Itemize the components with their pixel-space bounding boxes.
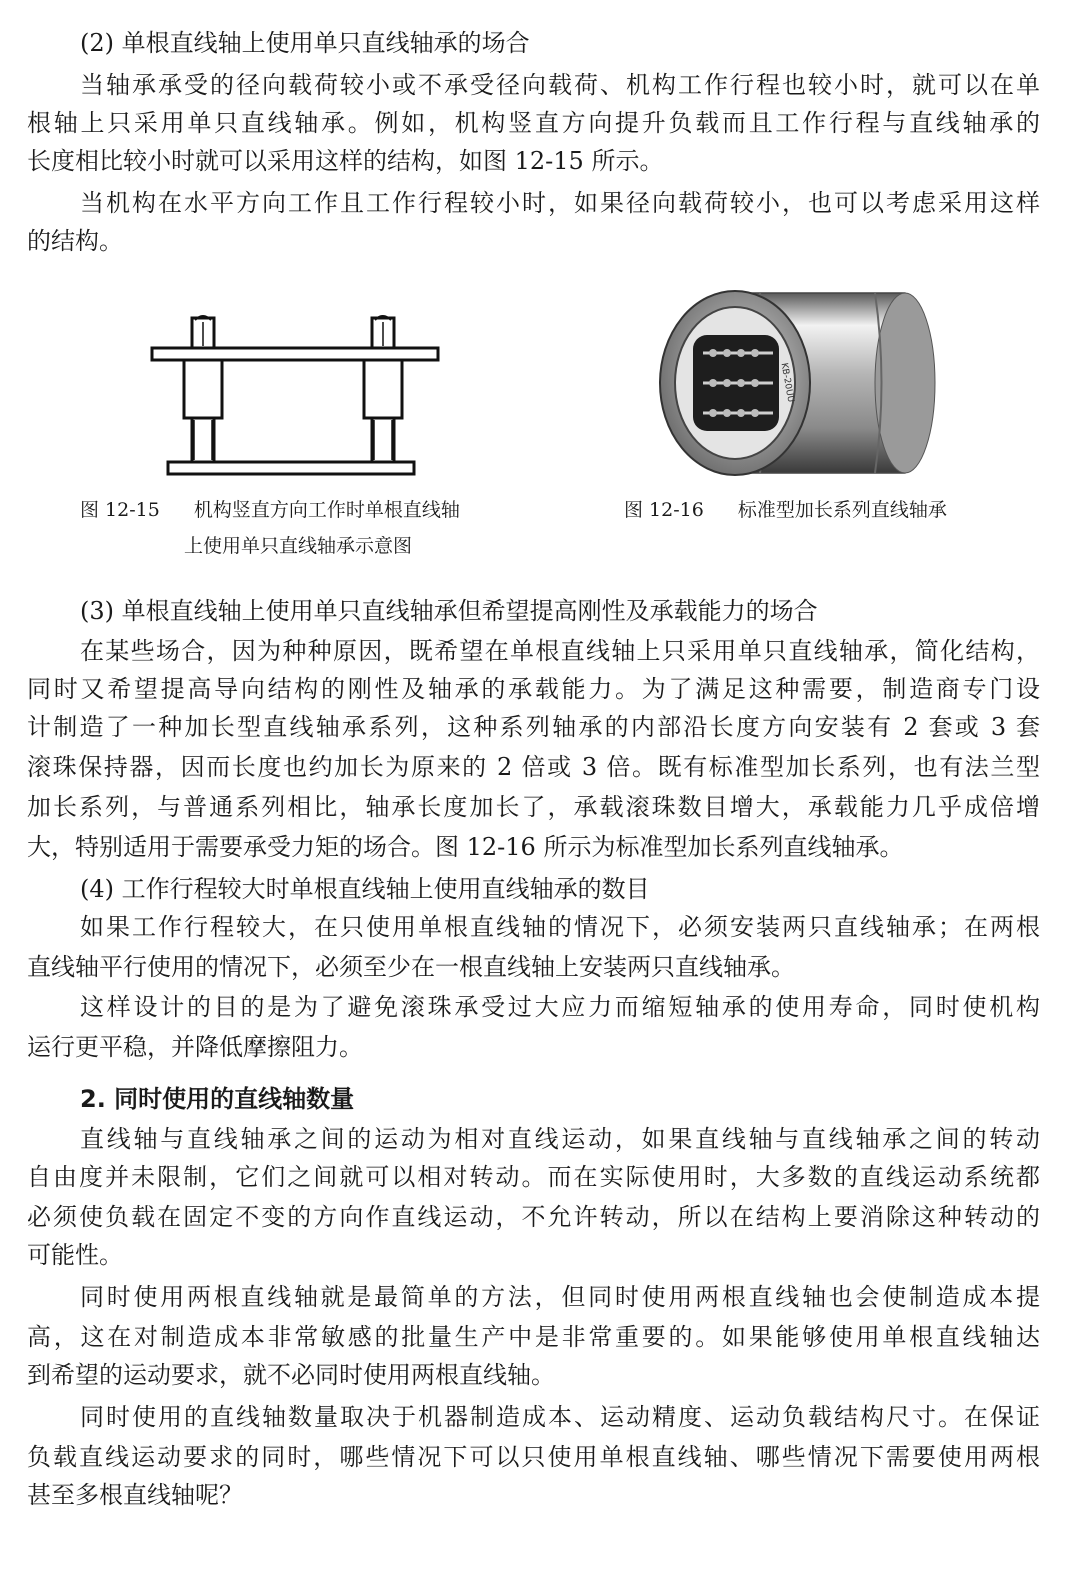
paragraph-line: 到希望的运动要求，就不必同时使用两根直线轴。: [27, 1361, 555, 1389]
paragraph-line: 同时使用的直线轴数量取决于机器制造成本、运动精度、运动负载结构尺寸。在保证: [80, 1403, 1040, 1431]
paragraph-line: 负载直线运动要求的同时，哪些情况下可以只使用单根直线轴、哪些情况下需要使用两根: [27, 1443, 1040, 1471]
figure-12-16-bearing-illustration: [655, 283, 945, 483]
paragraph-line: 计制造了一种加长型直线轴承系列，这种系列轴承的内部沿长度方向安装有 2 套或 3 套: [27, 713, 1040, 741]
section-2-title: (2) 单根直线轴上使用单只直线轴承的场合: [80, 29, 530, 57]
paragraph-line: 必须使负载在固定不变的方向作直线运动，不允许转动，所以在结构上要消除这种转动的: [27, 1203, 1040, 1231]
paragraph-line: 加长系列，与普通系列相比，轴承长度加长了，承载滚珠数目增大，承载能力几乎成倍增: [27, 793, 1040, 821]
paragraph-line: 当轴承承受的径向载荷较小或不承受径向载荷、机构工作行程也较小时，就可以在单: [80, 71, 1040, 99]
paragraph-line: 自由度并未限制，它们之间就可以相对转动。而在实际使用时，大多数的直线运动系统都: [27, 1163, 1040, 1191]
figure-number: 图 12-15: [80, 499, 160, 521]
paragraph-line: 直线轴平行使用的情况下，必须至少在一根直线轴上安装两只直线轴承。: [27, 953, 795, 981]
figure-caption-text: 机构竖直方向工作时单根直线轴: [193, 499, 460, 521]
paragraph-line: 这样设计的目的是为了避免滚珠承受过大应力而缩短轴承的使用寿命，同时使机构: [80, 993, 1040, 1021]
paragraph-line: 同时又希望提高导向结构的刚性及轴承的承载能力。为了满足这种需要，制造商专门设: [27, 675, 1040, 703]
paragraph-line: 甚至多根直线轴呢？: [27, 1481, 243, 1509]
section-4-title: (4) 工作行程较大时单根直线轴上使用直线轴承的数目: [80, 875, 650, 903]
paragraph-line: 的结构。: [27, 227, 123, 255]
paragraph-line: 同时使用两根直线轴就是最简单的方法，但同时使用两根直线轴也会使制造成本提: [80, 1283, 1040, 1311]
paragraph-line: 直线轴与直线轴承之间的运动为相对直线运动，如果直线轴与直线轴承之间的转动: [80, 1125, 1040, 1153]
paragraph-line: 高，这在对制造成本非常敏感的批量生产中是非常重要的。如果能够使用单根直线轴达: [27, 1323, 1040, 1351]
section-3-title: (3) 单根直线轴上使用单只直线轴承但希望提高刚性及承载能力的场合: [80, 597, 818, 625]
figure-caption-text: 标准型加长系列直线轴承: [737, 499, 947, 521]
figure-number: 图 12-16: [624, 499, 704, 521]
paragraph-line: 在某些场合，因为种种原因，既希望在单根直线轴上只采用单只直线轴承，简化结构，: [80, 637, 1040, 665]
heading-2-title: 2. 同时使用的直线轴数量: [80, 1085, 355, 1113]
figure-12-15-caption-line2: 上使用单只直线轴承示意图: [184, 535, 413, 557]
paragraph-line: 运行更平稳，并降低摩擦阻力。: [27, 1033, 363, 1061]
paragraph-line: 根轴上只采用单只直线轴承。例如，机构竖直方向提升负载而且工作行程与直线轴承的: [27, 109, 1040, 137]
paragraph-line: 大，特别适用于需要承受力矩的场合。图 12-16 所示为标准型加长系列直线轴承。: [27, 833, 904, 861]
paragraph-line: 如果工作行程较大，在只使用单根直线轴的情况下，必须安装两只直线轴承；在两根: [80, 913, 1040, 941]
paragraph-line: 长度相比较小时就可以采用这样的结构，如图 12-15 所示。: [27, 147, 664, 175]
figure-12-15-schematic: [140, 300, 440, 485]
paragraph-line: 滚珠保持器，因而长度也约加长为原来的 2 倍或 3 倍。既有标准型加长系列，也有法兰型: [27, 753, 1040, 781]
figure-12-15-caption: [80, 496, 460, 524]
bearing-marking-text: KB-20UU: [778, 362, 796, 404]
paragraph-line: 可能性。: [27, 1241, 123, 1269]
paragraph-line: 当机构在水平方向工作且工作行程较小时，如果径向载荷较小，也可以考虑采用这样: [80, 189, 1040, 217]
figure-12-16-caption: [624, 496, 947, 524]
